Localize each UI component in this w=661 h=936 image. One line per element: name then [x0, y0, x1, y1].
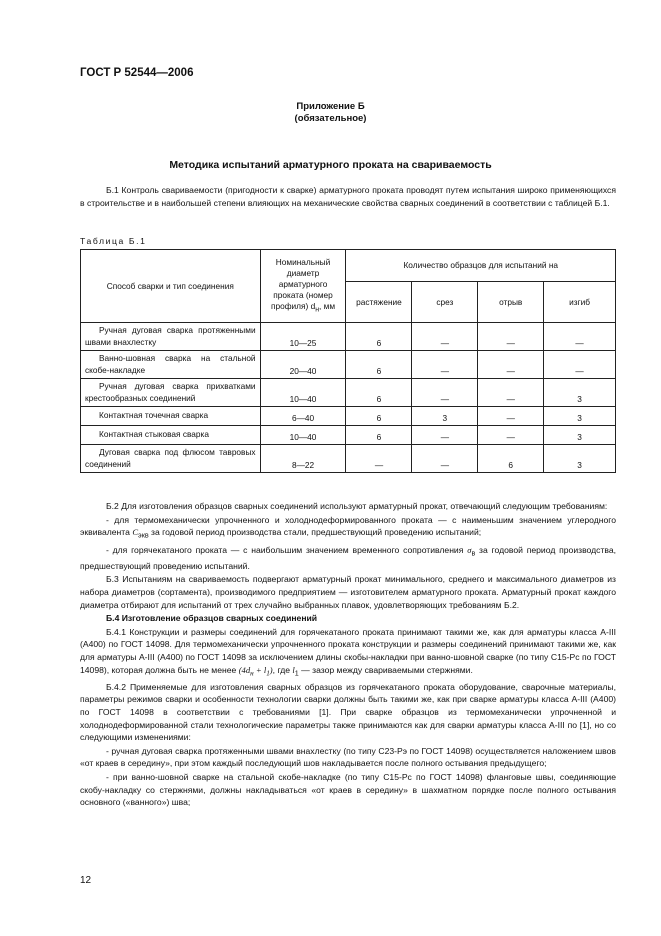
table-b1 [80, 249, 616, 473]
b41-formula [238, 664, 273, 678]
appendix-status: (обязательное) [294, 113, 367, 124]
row-diameter: 10—40 [260, 426, 346, 445]
b41-text-a: Б.4.1 Конструкции и размеры соединений для горячекатаного проката принимают такими же, как для арматуры класса А-III (А400) по ГОСТ 14098. Для термомеханически упрочненного проката конструкции и размеры соединений принимают такими же, как для арматуры А-III (А400) по ГОСТ 14098 за исключением длины скобы-накладки при ванно-шовной сварке (по типу С15-Рс по ГОСТ 14098), которая должна быть не менее [80, 626, 616, 675]
b2-b-symbol: σ [467, 544, 472, 555]
table-caption: Таблица Б.1 [80, 236, 147, 246]
subheader-bend: изгиб [544, 282, 616, 323]
row-bend: 3 [544, 445, 616, 473]
header-diameter-sub: н [315, 306, 320, 314]
row-diameter: 10—25 [260, 323, 346, 351]
row-separation: 6 [478, 445, 544, 473]
row-tension: 6 [346, 426, 412, 445]
row-method: Ручная дуговая сварка прихватками крестообразных соединений [81, 379, 261, 407]
table-row [81, 323, 616, 351]
paragraphs-b2-b3 [80, 500, 616, 809]
row-bend: — [544, 351, 616, 379]
paragraph-b2-item-a [80, 514, 616, 543]
b41-text-c: — зазор между свариваемыми стержнями. [301, 664, 473, 675]
row-tension: 6 [346, 379, 412, 407]
b41-text-b: , где [272, 664, 290, 675]
row-diameter: 6—40 [260, 407, 346, 426]
table-row [81, 379, 616, 407]
row-diameter: 20—40 [260, 351, 346, 379]
b2-b-symbol-sub: в [471, 549, 476, 558]
row-tension: 6 [346, 407, 412, 426]
header-method: Способ сварки и тип соединения [81, 250, 261, 323]
paragraph-b41 [80, 626, 616, 680]
table-row [81, 426, 616, 445]
row-method: Контактная точечная сварка [81, 407, 261, 426]
row-shear: — [412, 351, 478, 379]
row-method: Контактная стыковая сварка [81, 426, 261, 445]
subheader-shear: срез [412, 282, 478, 323]
header-diameter-unit: , мм [319, 300, 336, 311]
header-diameter [260, 250, 346, 323]
page-number: 12 [80, 875, 92, 886]
b41-formula-sub: н [250, 669, 254, 678]
row-separation: — [478, 407, 544, 426]
row-separation: — [478, 379, 544, 407]
row-shear: — [412, 445, 478, 473]
row-bend: 3 [544, 407, 616, 426]
row-shear: 3 [412, 407, 478, 426]
row-separation: — [478, 351, 544, 379]
table-row [81, 407, 616, 426]
row-separation: — [478, 323, 544, 351]
row-bend: — [544, 323, 616, 351]
b2-b-text-2: за годовой период производства, предшествующий проведению испытаний. [80, 544, 617, 571]
row-separation: — [478, 426, 544, 445]
paragraph-b3: Б.3 Испытаниям на свариваемость подвергают арматурный прокат минимального, среднего и максимального диаметров из набора диаметров (сортамента), производимого предприятием — изготовителем арматурного проката. Арматурный прокат каждого диаметра отбирают для испытаний от трех случайно выбранных плавок, удовлетворяющих требованиям Б.2. [80, 574, 616, 610]
paragraph-b2-item-b [80, 544, 616, 573]
row-tension: — [346, 445, 412, 473]
b41-formula-sub2: 1 [266, 669, 270, 678]
paragraph-b42-item-b: - при ванно-шовной сварке на стальной скобе-накладке (по типу С15-Рс по ГОСТ 14098) фланговые швы, соединяющие скобу-накладку со стержнями, должны накладываться «от краев в середину» в шахматном порядке после полного остывания основного («ванного») шва; [80, 772, 616, 808]
b41-l-sub: 1 [294, 669, 299, 678]
paragraph-b42-item-a: - ручная дуговая сварка протяженными швами внахлестку (по типу С23-Рэ по ГОСТ 14098) осуществляется наложением швов «от краев в середину», при этом каждый последующий шов накладывается после полного остывания предыдущего; [80, 745, 616, 769]
paragraph-b1 [80, 184, 616, 209]
b2-a-symbol: C [132, 527, 139, 538]
document-header: ГОСТ Р 52544—2006 [80, 67, 194, 79]
row-method: Дуговая сварка под флюсом тавровых соединений [81, 445, 261, 473]
b2-a-symbol-sub: экв [138, 531, 149, 540]
paragraph-b2: Б.2 Для изготовления образцов сварных соединений используют арматурный прокат, отвечающий следующим требованиям: [106, 501, 608, 511]
row-shear: — [412, 426, 478, 445]
row-method: Ручная дуговая сварка протяженными швами внахлестку [81, 323, 261, 351]
row-diameter: 8—22 [260, 445, 346, 473]
subheader-tension: растяжение [346, 282, 412, 323]
b41-formula-plus: + l [255, 664, 267, 675]
row-tension: 6 [346, 323, 412, 351]
paragraph-b1-text: Б.1 Контроль свариваемости (пригодности к сварке) арматурного проката проводят путем испытания широко применяющихся в строительстве и в наибольшей степени влияющих на механические свойства сварных соединений в соответствии с таблицей Б.1. [80, 185, 616, 208]
header-count: Количество образцов для испытаний на [346, 250, 616, 282]
b41-l-symbol: l [292, 664, 295, 675]
appendix-title: Методика испытаний арматурного проката на свариваемость [169, 159, 492, 171]
table-row [81, 445, 616, 473]
b2-b-text-1: - для горячекатаного проката — с наибольшим значением временного сопротивления [106, 544, 464, 555]
paragraph-b42: Б.4.2 Применяемые для изготовления сварных образцов из горячекатаного проката оборудование, сварочные материалы, параметры режимов сварки и особенности технологии сварки должны быть такими же, как при сварке арматуры класса А-III (А400) по ГОСТ 14098 в соответствии с требованиями [1]. При сварке образцов из термомеханически упрочненной и холоднодеформированной стали технологические параметры также принимаются как для сварки арматуры класса А-III по [1], но со следующими изменениями: [80, 681, 616, 743]
table-row [81, 351, 616, 379]
header-diameter-text: Номинальный диаметр арматурного проката (номер профиля) d [271, 256, 333, 311]
row-bend: 3 [544, 426, 616, 445]
b2-a-text-1: - для термомеханически упрочненного и холоднодеформированного проката — с наименьшим значением углеродного эквивалента [80, 514, 616, 538]
row-shear: — [412, 379, 478, 407]
row-method: Ванно-шовная сварка на стальной скобе-накладке [81, 351, 261, 379]
section-b4-heading: Б.4 Изготовление образцов сварных соединений [106, 613, 318, 624]
b2-a-text-2: за годовой период производства стали, предшествующий проведению испытаний; [151, 527, 482, 538]
b41-formula-start: (4d [238, 664, 251, 675]
row-shear: — [412, 323, 478, 351]
row-diameter: 10—40 [260, 379, 346, 407]
row-tension: 6 [346, 351, 412, 379]
row-bend: 3 [544, 379, 616, 407]
b41-formula-close: ) [269, 664, 273, 675]
subheader-separation: отрыв [478, 282, 544, 323]
appendix-label: Приложение Б [296, 101, 365, 112]
